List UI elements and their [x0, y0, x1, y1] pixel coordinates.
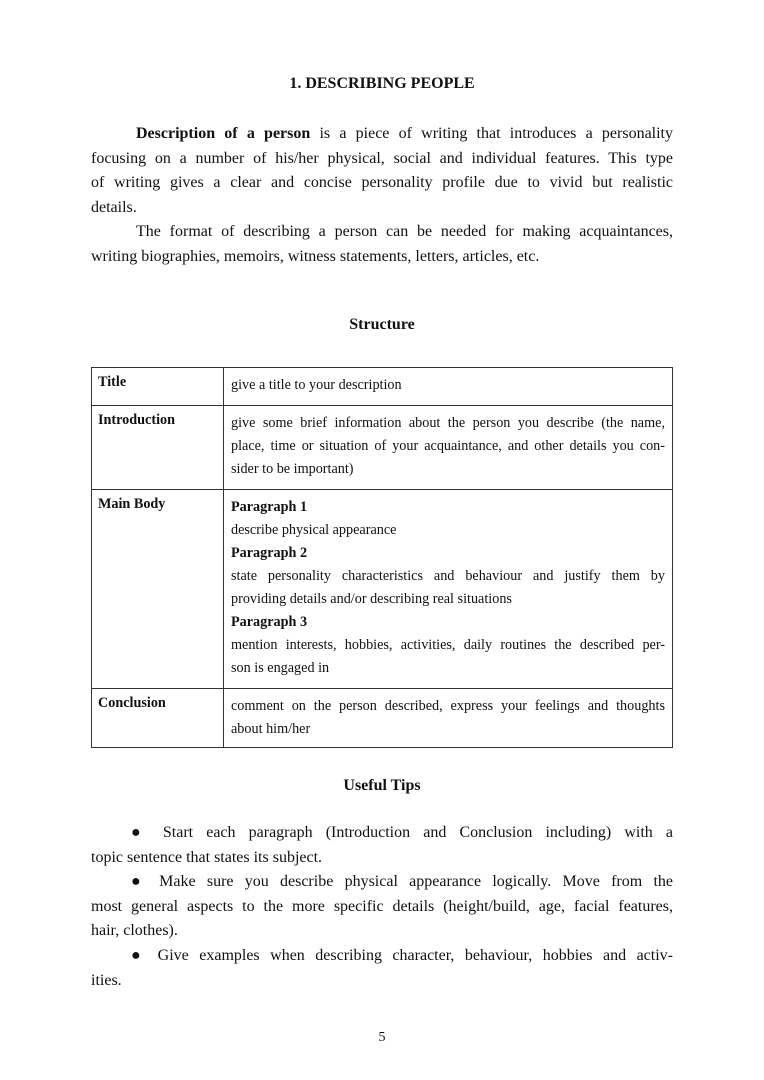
section-label: Conclusion: [92, 689, 224, 748]
intro-line: The format of describing a person can be needed for making acquaintances,: [136, 223, 673, 241]
description-line: mention interests, hobbies, activities, daily routines the described per-: [231, 637, 665, 653]
description-line: give a title to your description: [231, 377, 402, 393]
intro-line: details.: [91, 198, 137, 216]
paragraph-label: Paragraph 3: [231, 614, 308, 630]
description-line: comment on the person described, express your feelings and thoughts: [231, 698, 665, 714]
description-line: about him/her: [231, 721, 311, 737]
section-label: Title: [92, 368, 224, 406]
intro-first-line: [91, 122, 673, 147]
tip-line: hair, clothes).: [91, 922, 178, 940]
paragraph-label: Paragraph 1: [231, 499, 308, 515]
intro-line: is a piece of writing that introduces a personality: [310, 125, 673, 142]
description-line: sider to be important): [231, 461, 354, 477]
intro-line: writing biographies, memoirs, witness statements, letters, articles, etc.: [91, 247, 540, 265]
lead-term: Description of a person: [136, 125, 311, 142]
structure-heading: Structure: [349, 316, 415, 333]
tip-line: ities.: [91, 971, 122, 989]
table-row: [92, 689, 673, 748]
tip-item: ● Start each paragraph (Introduction and Conclusion including) with a: [131, 824, 673, 841]
table-row: [92, 406, 673, 490]
paragraph-label: Paragraph 2: [231, 545, 308, 561]
tip-item: ● Give examples when describing character, behaviour, hobbies and activ-: [131, 946, 673, 964]
section-label: Main Body: [92, 490, 224, 689]
intro-section: [91, 122, 673, 270]
tips-heading: Useful Tips: [343, 777, 421, 794]
structure-table: [91, 367, 673, 748]
tip-line: topic sentence that states its subject.: [91, 848, 323, 866]
description-line: describe physical appearance: [231, 522, 397, 538]
description-line: state personality characteristics and behaviour and justify them by: [231, 568, 665, 584]
tips-list: [91, 821, 673, 993]
section-description: [224, 689, 673, 748]
description-line: son is engaged in: [231, 660, 330, 676]
table-row: [92, 368, 673, 406]
section-description: [224, 406, 673, 490]
intro-line: focusing on a number of his/her physical, social and individual features. This type: [91, 149, 673, 167]
section-description: [224, 368, 673, 406]
description-line: give some brief information about the person you describe (the name,: [231, 415, 665, 431]
section-description: [224, 490, 673, 689]
page-number: 5: [378, 1030, 386, 1045]
section-label: Introduction: [92, 406, 224, 490]
intro-line: of writing gives a clear and concise personality profile due to vivid but realistic: [91, 174, 673, 192]
page-heading: 1. DESCRIBING PEOPLE: [289, 75, 475, 92]
description-line: providing details and/or describing real situations: [231, 591, 512, 607]
description-line: place, time or situation of your acquaintance, and other details you con-: [231, 438, 665, 454]
tip-item: ● Make sure you describe physical appearance logically. Move from the: [131, 873, 673, 891]
table-row: [92, 490, 673, 689]
tip-line: most general aspects to the more specific details (height/build, age, facial features,: [91, 897, 673, 915]
